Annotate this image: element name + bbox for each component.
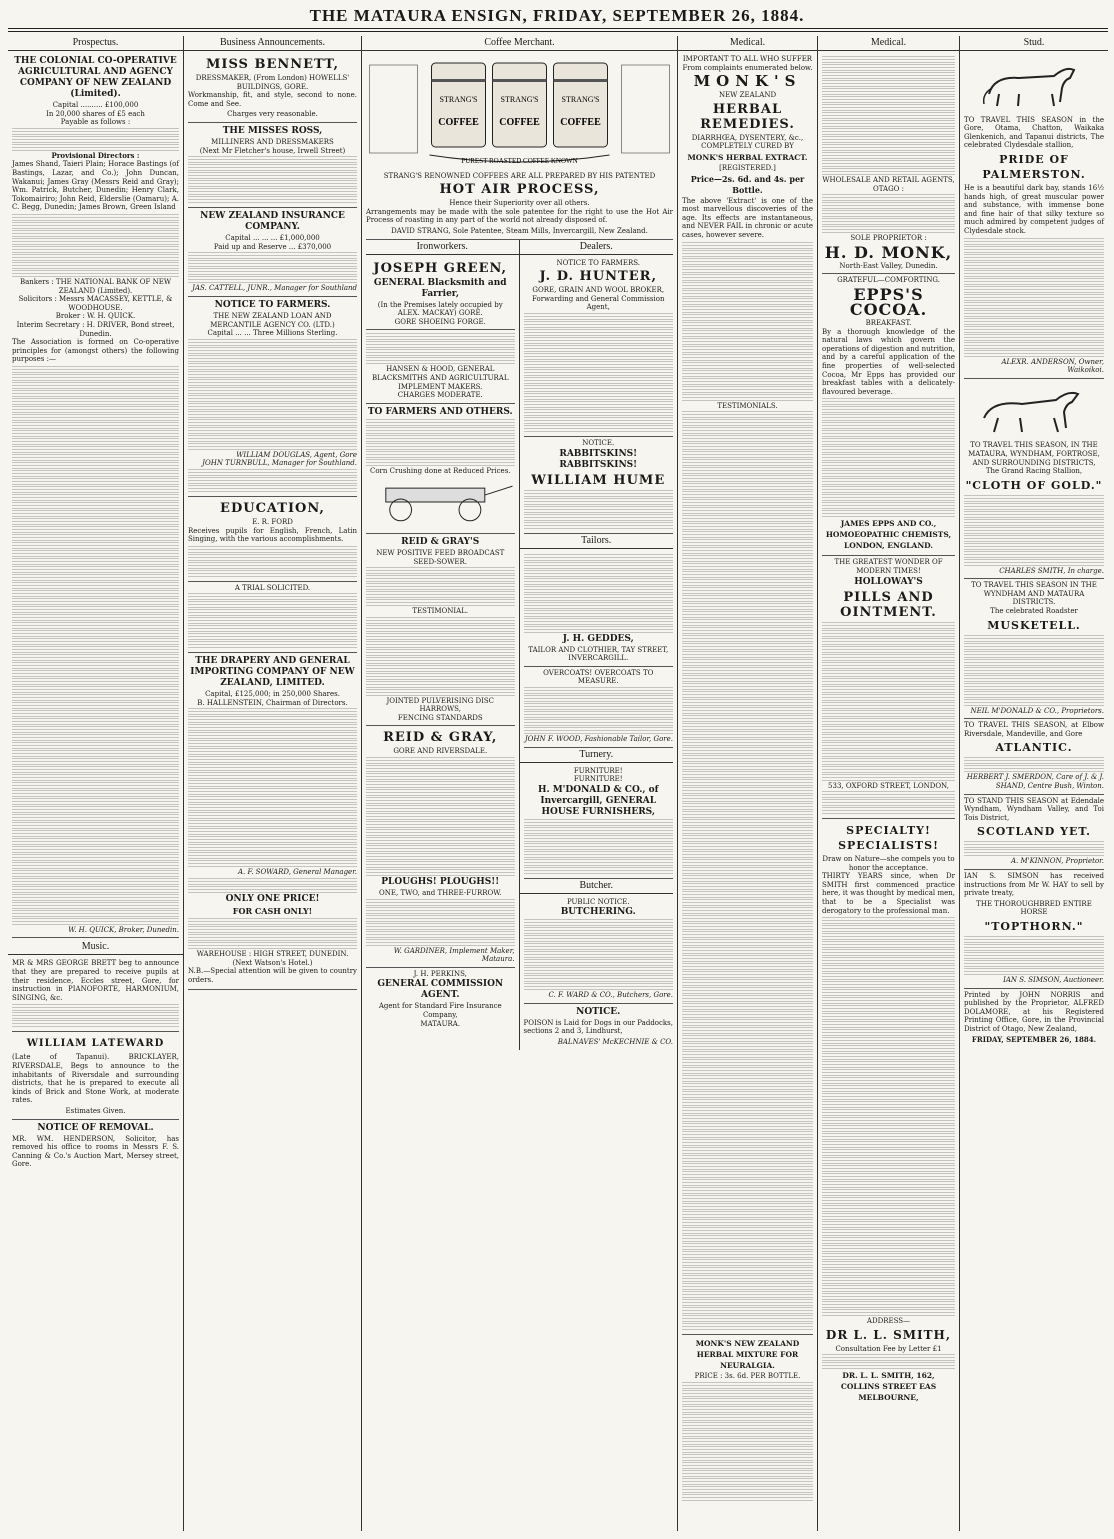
disc-harrows: JOINTED PULVERISING DISC HARROWS,	[386, 696, 495, 714]
column-heading: Coffee Merchant.	[362, 36, 677, 51]
directors-heading: Provisional Directors :	[51, 150, 140, 160]
musketell-ad	[964, 579, 1104, 719]
farmers-heading: TO FARMERS AND OTHERS.	[367, 406, 513, 417]
palmerston-intro: TO TRAVEL THIS SEASON in the Gore, Otama, Chatton, Waikaka Glenkenich, and Tapanui districts, The celebrated Clydesdale stallion,	[964, 115, 1104, 150]
bennett-text: Workmanship, fit, and style, second to none. Come and See.	[188, 91, 357, 108]
simson-auctioneer: IAN S. SIMSON, Auctioneer.	[1003, 975, 1104, 984]
grateful: GRATEFUL—COMFORTING.	[837, 276, 940, 285]
trial-heading: A TRIAL SOLICITED.	[234, 583, 311, 592]
bennett-name: MISS BENNETT,	[205, 57, 340, 72]
drapery-capital: Capital, £125,000; in 250,000 Shares.	[205, 690, 340, 699]
insurance-ad	[188, 208, 357, 297]
company-title: THE COLONIAL CO-OPERATIVE AGRICULTURAL AND AGENCY COMPANY OF NEW ZEALAND (Limited).	[14, 56, 177, 99]
masthead-rule-2	[8, 31, 1108, 32]
hansen-title: HANSEN & HOOD, GENERAL BLACKSMITHS AND AGRICULTURAL IMPLEMENT MAKERS.	[371, 365, 509, 391]
monks-body: The above 'Extract' is one of the most marvellous discoveries of the age. Its effects are instantaneous, and NEVER FAIL in chronic or acute cases, however severe.	[682, 196, 813, 239]
superiority: Hence their Superiority over all others.	[449, 199, 590, 208]
two-col-block	[366, 240, 673, 1050]
removal-text: MR. WM. HENDERSON, Solicitor, has removed his office to rooms in Messrs F. S. Canning & Co.'s Auction Mart, Mersey street, Gore.	[12, 1134, 179, 1169]
one-price: ONLY ONE PRICE!	[225, 894, 320, 905]
bankers: Bankers : THE NATIONAL BANK OF NEW ZEALAND (Limited).	[19, 277, 172, 295]
objects-intro: The Association is formed on Co-operative principles for (amongst others) the following purposes :—	[12, 338, 179, 364]
sole-proprietor: SOLE PROPRIETOR :	[850, 234, 927, 243]
can-label-2: STRANG'S	[500, 95, 539, 104]
nature: Draw on Nature—she compels you to honor the acceptance.	[822, 855, 955, 872]
monks-nz: NEW ZEALAND	[718, 91, 777, 100]
ward-signature: C. F. WARD & CO., Butchers, Gore.	[548, 991, 673, 1000]
music-heading: Music.	[8, 940, 183, 955]
palmerston-text: He is a beautiful dark bay, stands 16½ hands high, of great muscular power and substance, with immense bone and fine hair of that silky texture so much admired by competent judges of Clydesdale stock.	[964, 183, 1104, 235]
education-ad	[188, 497, 357, 582]
scotland-intro: TO STAND THIS SEASON at Edendale Wyndham, Wyndham Valley, and Toi Tois District,	[964, 796, 1104, 822]
imprint-text: Printed by JOHN NORRIS and published by the Proprietor, ALFRED DOLAMORE, at his Registered Printing Office, Gore, in the Provincial District of Otago, New Zealand,	[964, 990, 1104, 1033]
hunter-notice: NOTICE TO FARMERS.	[556, 258, 640, 267]
wood-signature: JOHN F. WOOD, Fashionable Tailor, Gore.	[524, 734, 673, 743]
perkins-town: MATAURA.	[420, 1019, 461, 1028]
column-prospectus	[8, 36, 184, 1531]
reid-gray-name: REID & GRAY'S	[401, 536, 480, 547]
hume-ad	[524, 437, 674, 534]
atlantic-name: ATLANTIC.	[995, 741, 1073, 755]
smith-signature: DR. L. L. SMITH, 162, COLLINS STREET EAS MELBOURNE,	[840, 1371, 937, 1403]
testimonial-heading: TESTIMONIAL.	[412, 607, 469, 616]
coffee-banner: PUREST ROASTED COFFEE KNOWN	[461, 157, 578, 165]
monk-name: H. D. MONK,	[824, 242, 953, 262]
bricklayer-text: (Late of Tapanui). BRICKLAYER, RIVERSDALE, Begs to announce to the inhabitants of Riversdale and surrounding districts, that he is prepared to execute all kinds of Brick and Stone Work, at moderate rates.	[12, 1053, 179, 1105]
column-heading: Medical.	[678, 36, 817, 51]
breakfast: BREAKFAST.	[865, 318, 912, 327]
musketell-intro: TO TRAVEL THIS SEASON IN THE WYNDHAM AND MATAURA DISTRICTS.	[971, 581, 1097, 607]
hume-notice: NOTICE.	[582, 438, 615, 447]
masthead-rule	[8, 28, 1108, 29]
monks-title: MONK'S	[693, 72, 802, 91]
warehouse: WAREHOUSE : HIGH STREET, DUNEDIN. (Next Watson's Hotel.)	[196, 950, 349, 967]
column-heading: Prospectus.	[8, 36, 183, 51]
prospectus-signature: W. H. QUICK, Broker, Dunedin.	[68, 925, 179, 934]
loan-signature: WILLIAM DOUGLAS, Agent, Gore	[236, 450, 357, 459]
music-ad	[12, 957, 179, 1032]
smith-ad	[822, 819, 955, 1407]
shares: In 20,000 shares of £5 each	[46, 109, 145, 118]
can-coffee-2: COFFEE	[499, 117, 540, 128]
reid-gray-2-name: REID & GRAY,	[383, 730, 498, 746]
music-text: MR & MRS GEORGE BRETT beg to announce that they are prepared to receive pupils at their residence, Eccles street, Gore, for instruction in PIANOFORTE, HARMONIUM, SINGING, &c.	[12, 959, 179, 1002]
monk-agents-ad	[822, 53, 955, 274]
palmerston-ad	[964, 53, 1104, 379]
loan-signature-2: JOHN TURNBULL, Manager for Southland.	[202, 459, 357, 468]
dealers-heading: Dealers.	[520, 240, 674, 255]
monk-address: North-East Valley, Dunedin.	[839, 261, 938, 270]
topthorn-ad	[964, 870, 1104, 989]
furniture-ad	[524, 765, 674, 879]
reid-gray-ad	[366, 534, 515, 727]
topthorn-intro: IAN S. SIMSON has received instructions from Mr W. HAY to sell by private treaty,	[964, 872, 1104, 898]
insurance-paid: Paid up and Reserve ... £370,000	[213, 242, 332, 251]
imprint	[964, 989, 1104, 1045]
drapery-chairman: B. HALLENSTEIN, Chairman of Directors.	[197, 698, 348, 707]
smith-name: DR L. L. SMITH,	[825, 1327, 952, 1342]
public-notice: PUBLIC NOTICE.	[566, 897, 630, 906]
geddes-ad	[524, 551, 674, 667]
smith-text: THIRTY YEARS since, when Dr SMITH first commenced practice here, it was thought by medical men, that to be a Specialist was derogatory to the professional man.	[822, 872, 955, 915]
sub-col-right	[520, 240, 674, 1050]
epps-ad	[822, 274, 955, 556]
ross-sub: MILLINERS AND DRESSMAKERS	[211, 137, 334, 146]
perkins-sub: GENERAL COMMISSION AGENT.	[377, 979, 504, 1001]
notice-heading: NOTICE TO FARMERS.	[214, 299, 331, 310]
column-medical-1	[678, 36, 818, 1531]
important-notice: IMPORTANT TO ALL WHO SUFFER From complaints enumerated below.	[682, 55, 813, 72]
education-text: Receives pupils for English, French, Latin Singing, with the various accomplishments.	[188, 526, 357, 544]
consultation-fee: Consultation Fee by Letter £1	[835, 1344, 942, 1353]
topthorn-name: "TOPTHORN."	[984, 919, 1084, 933]
column-stud	[960, 36, 1108, 1531]
furniture-1: FURNITURE!	[573, 766, 623, 775]
neuralgia-price: PRICE : 3s. 6d. PER BOTTLE.	[694, 1372, 801, 1381]
testimonials-heading: TESTIMONIALS.	[717, 401, 778, 410]
neuralgia-ad	[682, 1335, 813, 1505]
column-heading: Business Announcements.	[184, 36, 361, 51]
broker: Broker : W. H. QUICK.	[55, 312, 136, 321]
insurance-title: NEW ZEALAND INSURANCE COMPANY.	[200, 211, 345, 233]
pills-ointment: PILLS AND OINTMENT.	[840, 589, 937, 620]
address-label: ADDRESS—	[866, 1317, 911, 1326]
column-heading: Stud.	[960, 36, 1108, 51]
ironworkers-heading: Ironworkers.	[366, 240, 519, 255]
butcher-ad	[524, 896, 674, 1004]
bennett-sub: DRESSMAKER, (From London) HOWELLS' BUILDINGS, GORE.	[195, 74, 350, 91]
perkins-name: J. H. PERKINS,	[413, 969, 467, 978]
imprint-date: FRIDAY, SEPTEMBER 26, 1884.	[971, 1034, 1097, 1044]
country-orders: N.B.—Special attention will be given to country orders.	[188, 967, 357, 984]
cloth-handler: CHARLES SMITH, In charge.	[999, 566, 1104, 575]
poison-notice: NOTICE.	[576, 1006, 621, 1017]
bennett-ad	[188, 53, 357, 123]
green-sub: GENERAL Blacksmith and Farrier,	[373, 277, 507, 299]
ross-ad	[188, 123, 357, 208]
green-text: (In the Premises lately occupied by ALEX. MACKAY) GORE.	[377, 300, 503, 318]
bricklayer-name: WILLIAM LATEWARD	[26, 1038, 165, 1050]
ross-address: (Next Mr Fletcher's house, Irwell Street)	[199, 146, 346, 155]
farmers-ad	[366, 404, 515, 534]
seed-sower-illustration	[366, 478, 515, 524]
can-label-3: STRANG'S	[561, 95, 600, 104]
corn-crushing: Corn Crushing done at Reduced Prices.	[369, 466, 511, 475]
herbal-extract: MONK'S HERBAL EXTRACT.	[687, 152, 808, 162]
shoeing: GORE SHOEING FORGE.	[394, 317, 486, 326]
scotland-name: SCOTLAND YET.	[977, 825, 1091, 839]
directors-list: James Shand, Taieri Plain; Horace Bastings (of Bastings, Lazar, and Co.); John Duncan, Wakanui; James Gray (Messrs Reid and Gray); Wm. Patrick, Butcher, Dunedin; Henry Clark, Tokomairiro; John Reid, Elderslie (Oamaru); A. C. Begg, Dunedin; James Brown, Green Island	[12, 160, 179, 212]
column-business	[184, 36, 362, 1531]
registered: [REGISTERED.]	[719, 163, 776, 172]
loan-capital: Capital ... ... Three Millions Sterling.	[207, 329, 338, 338]
holloway-name: HOLLOWAY'S	[854, 576, 923, 587]
musketell-proprietors: NEIL M'DONALD & CO., Proprietors.	[970, 706, 1104, 715]
estimates: Estimates Given.	[65, 1107, 126, 1115]
horse-illustration	[964, 58, 1104, 110]
bricklayer-ad	[12, 1032, 179, 1119]
drapery-manager: A. F. SOWARD, General Manager.	[237, 868, 357, 877]
overcoats: OVERCOATS! OVERCOATS TO MEASURE.	[543, 668, 654, 686]
cloth-of-gold-ad	[964, 379, 1104, 580]
poison-ad	[524, 1004, 674, 1050]
oxford-street: 533, OXFORD STREET, LONDON,	[828, 781, 949, 790]
specialty: SPECIALTY! SPECIALISTS!	[838, 824, 939, 853]
herbal-remedies: HERBAL REMEDIES.	[700, 101, 795, 132]
can-coffee-1: COFFEE	[438, 117, 479, 128]
cash-only: FOR CASH ONLY!	[232, 906, 313, 917]
cloth-intro: TO TRAVEL THIS SEASON, IN THE MATAURA, WYNDHAM, FORTROSE, AND SURROUNDING DISTRICTS,	[968, 441, 1100, 467]
mcdonald-name: H. M'DONALD & CO., of Invercargill, GENERAL HOUSE FURNISHERS,	[537, 784, 659, 817]
solicitors: Solicitors : Messrs MACASSEY, KETTLE, & WOODHOUSE.	[18, 295, 173, 312]
removal-heading: NOTICE OF REMOVAL.	[37, 1122, 154, 1133]
trial-ad	[188, 582, 357, 654]
broadcast-sower: NEW POSITIVE FEED BROADCAST SEED-SOWER.	[376, 548, 505, 566]
education-name: E. R. FORD	[252, 517, 293, 526]
atlantic-owner: HERBERT J. SMERDON, Care of J. & J. SHAND, Centre Bush, Winton.	[966, 773, 1104, 791]
poison-text: POISON is Laid for Dogs in our Paddocks, sections 2 and 3, Lindhurst,	[523, 1018, 673, 1036]
rabbitskins: RABBITSKINS! RABBITSKINS!	[559, 448, 638, 470]
roadster: The celebrated Roadster	[990, 607, 1078, 616]
strang-text: Arrangements may be made with the sole patentee for the right to use the Hot Air Process of roasting in any part of the world not already disposed of.	[366, 207, 673, 225]
cured-by: COMPLETELY CURED BY	[701, 142, 794, 151]
reid-gray-2-ad	[366, 726, 515, 967]
atlantic-ad	[964, 719, 1104, 794]
hume-name: WILLIAM HUME	[531, 472, 666, 488]
thoroughbred: THE THOROUGHBRED ENTIRE HORSE	[976, 899, 1092, 917]
fencing-standards: FENCING STANDARDS	[397, 713, 483, 722]
coffee-tins-illustration	[366, 57, 673, 167]
epps-text: By a thorough knowledge of the natural laws which govern the operations of digestion and nutrition, and by a careful application of the fine properties of well-selected Cocoa, Mr Epps has provided our breakfast tables with a delicately-flavoured beverage.	[822, 327, 955, 396]
green-ad	[366, 257, 515, 331]
capital: Capital .......... £100,000	[52, 101, 139, 109]
butchering: BUTCHERING.	[560, 907, 636, 918]
scotland-proprietor: A. M'KINNON, Proprietor.	[1010, 857, 1104, 866]
epps-signature: JAMES EPPS AND CO., HOMOEOPATHIC CHEMISTS, LONDON, ENGLAND.	[825, 519, 952, 551]
reid-gray-2-sub: GORE AND RIVERSDALE.	[393, 747, 488, 756]
can-coffee-3: COFFEE	[560, 117, 601, 128]
insurance-signature: JAS. CATTELL, JUNR., Manager for Southland	[192, 284, 357, 293]
wood-ad	[524, 667, 674, 748]
hunter-name: J. D. HUNTER,	[539, 269, 657, 285]
column-medical-2	[818, 36, 960, 1531]
masthead: THE MATAURA ENSIGN, FRIDAY, SEPTEMBER 26, 1884.	[309, 6, 805, 25]
hansen-ad	[366, 330, 515, 403]
strang-intro: STRANG'S RENOWNED COFFEES ARE ALL PREPARED BY HIS PATENTED	[383, 171, 656, 180]
sub-col-left	[366, 240, 520, 1050]
holloway-ad	[822, 556, 955, 819]
bennett-charges: Charges very reasonable.	[227, 110, 318, 119]
hunter-ad	[524, 257, 674, 437]
strang-ad	[366, 53, 673, 240]
wholesale-agents: WHOLESALE AND RETAIL AGENTS, OTAGO :	[822, 176, 955, 193]
gardiner-signature: W. GARDINER, Implement Maker, Mataura.	[393, 946, 515, 964]
drapery-ad	[188, 653, 357, 990]
removal-ad	[12, 1120, 179, 1174]
palmerston-owner: ALEXR. ANDERSON, Owner, Waikoikoi.	[1001, 357, 1104, 375]
balnaves-signature: BALNAVES' McKECHNIE & CO.	[557, 1038, 673, 1047]
wonder: THE GREATEST WONDER OF MODERN TIMES!	[834, 558, 943, 575]
epps-title: EPPS'S COCOA.	[849, 284, 928, 319]
perkins-text: Agent for Standard Fire Insurance Company,	[378, 1002, 502, 1020]
diarrhoea: DIARRHŒA, DYSENTERY, &c.,	[691, 133, 804, 142]
column-coffee	[362, 36, 678, 1531]
columns	[8, 36, 1108, 1531]
monks-price: Price—2s. 6d. and 4s. per Bottle.	[690, 173, 805, 195]
furniture-2: FURNITURE!	[573, 775, 623, 784]
insurance-capital: Capital ... ... ... £1,000,000	[225, 234, 320, 243]
palmerston-name: PRIDE OF PALMERSTON.	[982, 152, 1086, 181]
hunter-sub: GORE, GRAIN AND WOOL BROKER, Forwarding and General Commission Agent,	[532, 286, 665, 312]
can-label-1: STRANG'S	[439, 95, 478, 104]
racehorse-illustration	[964, 384, 1104, 436]
tailors-heading: Tailors.	[520, 534, 674, 549]
butcher-heading: Butcher.	[520, 879, 674, 894]
ploughs-heading: PLOUGHS! PLOUGHS!!	[381, 877, 500, 888]
turnery-heading: Turnery.	[520, 748, 674, 763]
perkins-ad	[366, 968, 515, 1031]
geddes-name: J. H. GEDDES,	[562, 633, 634, 644]
grand-stallion: The Grand Racing Stallion,	[985, 467, 1083, 476]
monks-ad	[682, 53, 813, 1335]
geddes-sub: TAILOR AND CLOTHIER, TAY STREET, INVERCARGILL.	[528, 645, 669, 663]
neuralgia-title: MONK'S NEW ZEALAND HERBAL MIXTURE FOR NEURALGIA.	[695, 1339, 800, 1371]
hansen-charges: CHARGES MODERATE.	[397, 391, 483, 400]
hot-air-process: HOT AIR PROCESS,	[439, 182, 600, 198]
drapery-title: THE DRAPERY AND GENERAL IMPORTING COMPANY OF NEW ZEALAND, LIMITED.	[190, 656, 355, 689]
ploughs-sub: ONE, TWO, and THREE-FURROW.	[379, 889, 502, 898]
musketell-name: MUSKETELL.	[987, 618, 1081, 632]
strang-signature: DAVID STRANG, Sole Patentee, Steam Mills, Invercargill, New Zealand.	[391, 226, 648, 235]
payable: Payable as follows :	[60, 118, 131, 127]
education-title: EDUCATION,	[220, 500, 325, 516]
secretary: Interim Secretary : H. DRIVER, Bond street, Dunedin.	[16, 320, 175, 338]
column-heading: Medical.	[818, 36, 959, 51]
green-name: JOSEPH GREEN,	[373, 260, 508, 276]
atlantic-intro: TO TRAVEL THIS SEASON, at Elbow Riversdale, Mandeville, and Gore	[964, 721, 1104, 738]
ross-name: THE MISSES ROSS,	[222, 125, 323, 136]
loan-company: THE NEW ZEALAND LOAN AND MERCANTILE AGENCY CO. (LTD.)	[210, 311, 335, 329]
prospectus-ad	[12, 53, 179, 938]
loan-ad	[188, 297, 357, 497]
scotland-ad	[964, 795, 1104, 870]
cloth-of-gold: "CLOTH OF GOLD."	[965, 478, 1103, 492]
